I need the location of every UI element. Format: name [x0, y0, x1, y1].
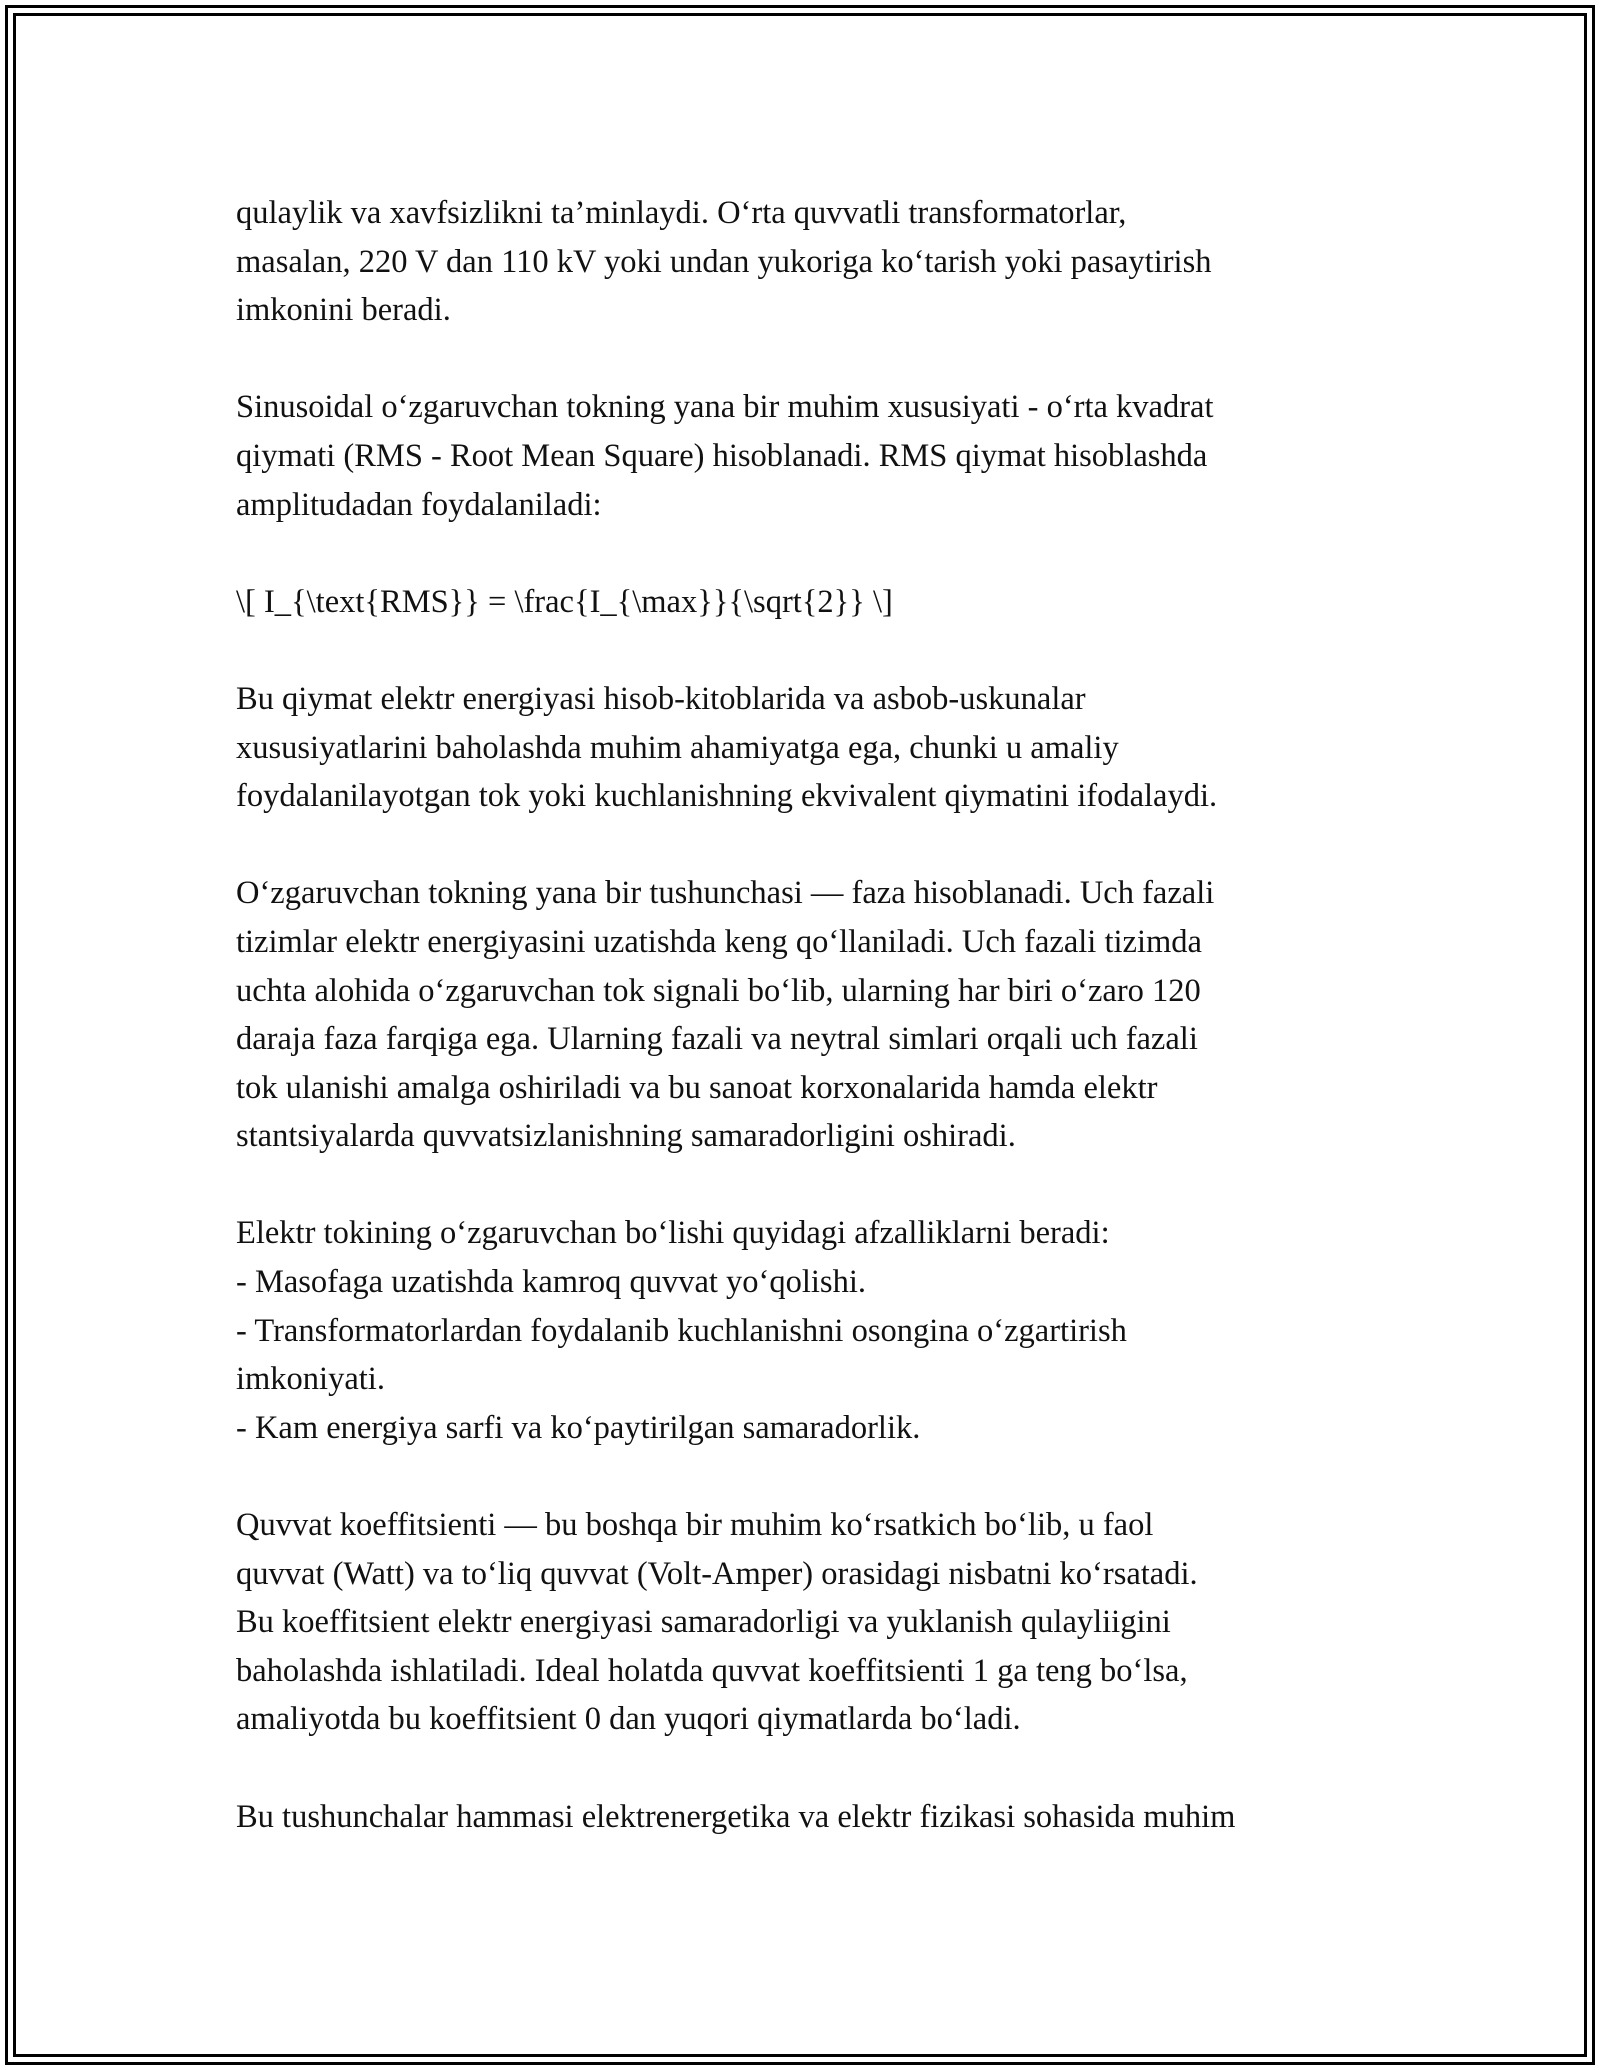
paragraph-gap	[236, 1744, 1416, 1793]
paragraph	[236, 1501, 1416, 1744]
paragraph-gap	[236, 821, 1416, 870]
text-line: qulaylik va xavfsizlikni ta’minlaydi. O‘rta quvvatli transformatorlar,	[236, 195, 1127, 231]
text-line: Quvvat koeffitsienti — bu boshqa bir muhim ko‘rsatkich bo‘lib, u faol	[236, 1507, 1154, 1544]
text-line: tizimlar elektr energiyasini uzatishda keng qo‘llaniladi. Uch fazali tizimda	[236, 923, 1202, 960]
formula-paragraph	[236, 578, 1416, 627]
text-line: uchta alohida o‘zgaruvchan tok signali bo‘lib, ularning har biri o‘zaro 120	[236, 972, 1201, 1009]
paragraph-gap	[236, 335, 1416, 384]
text-line: masalan, 220 V dan 110 kV yoki undan yukoriga ko‘tarish yoki pasaytirish	[236, 243, 1212, 280]
text-line: daraja faza farqiga ega. Ularning fazali va neytral simlari orqali uch fazali	[236, 1021, 1198, 1058]
paragraph-gap	[236, 1452, 1416, 1501]
text-line: Sinusoidal o‘zgaruvchan tokning yana bir muhim xususiyati - o‘rta kvadrat	[236, 389, 1214, 426]
text-line: Bu tushunchalar hammasi elektrenergetika va elektr fizikasi sohasida muhim	[236, 1798, 1236, 1835]
text-line: baholashda ishlatiladi. Ideal holatda quvvat koeffitsienti 1 ga teng bo‘lsa,	[236, 1652, 1188, 1689]
text-line: amplitudadan foydalaniladi:	[236, 486, 602, 523]
text-line: amaliyotda bu koeffitsient 0 dan yuqori qiymatlarda bo‘ladi.	[236, 1701, 1021, 1738]
paragraph	[236, 675, 1416, 821]
paragraph-gap	[236, 1161, 1416, 1210]
paragraph-gap	[236, 626, 1416, 675]
list-intro-line: Elektr tokining o‘zgaruvchan bo‘lishi quyidagi afzalliklarni beradi:	[236, 1215, 1110, 1252]
text-line: qiymati (RMS - Root Mean Square) hisoblanadi. RMS qiymat hisoblashda	[236, 437, 1208, 474]
text-line: xususiyatlarini baholashda muhim ahamiyatga ega, chunki u amaliy	[236, 729, 1119, 766]
paragraph	[236, 869, 1416, 1161]
list-item-line: - Transformatorlardan foydalanib kuchlanishni osongina o‘zgartirish	[236, 1312, 1127, 1349]
text-line: Bu qiymat elektr energiyasi hisob-kitoblarida va asbob-uskunalar	[236, 680, 1086, 717]
list-item-line: - Masofaga uzatishda kamroq quvvat yo‘qolishi.	[236, 1264, 866, 1301]
text-line: foydalanilayotgan tok yoki kuchlanishning ekvivalent qiymatini ifodalaydi.	[236, 778, 1218, 815]
list-paragraph	[236, 1209, 1416, 1452]
paragraph	[236, 189, 1416, 335]
latex-formula-text: \[ I_{\text{RMS}} = \frac{I_{\max}}{\sqrt{2}} \]	[236, 583, 893, 620]
text-line: stantsiyalarda quvvatsizlanishning samaradorligini oshiradi.	[236, 1118, 1016, 1155]
list-item-line: - Kam energiya sarfi va ko‘paytirilgan samaradorlik.	[236, 1409, 921, 1446]
document-body	[236, 189, 1416, 1841]
paragraph	[236, 1793, 1416, 1842]
text-line: imkonini beradi.	[236, 292, 451, 329]
paragraph	[236, 383, 1416, 529]
text-line: O‘zgaruvchan tokning yana bir tushunchasi — faza hisoblanadi. Uch fazali	[236, 875, 1215, 912]
text-line: tok ulanishi amalga oshiriladi va bu sanoat korxonalarida hamda elektr	[236, 1069, 1158, 1106]
list-item-line: imkoniyati.	[236, 1361, 385, 1398]
text-line: Bu koeffitsient elektr energiyasi samaradorligi va yuklanish qulayliigini	[236, 1604, 1171, 1641]
text-line: quvvat (Watt) va to‘liq quvvat (Volt-Amper) orasidagi nisbatni ko‘rsatadi.	[236, 1555, 1198, 1592]
paragraph-gap	[236, 529, 1416, 578]
